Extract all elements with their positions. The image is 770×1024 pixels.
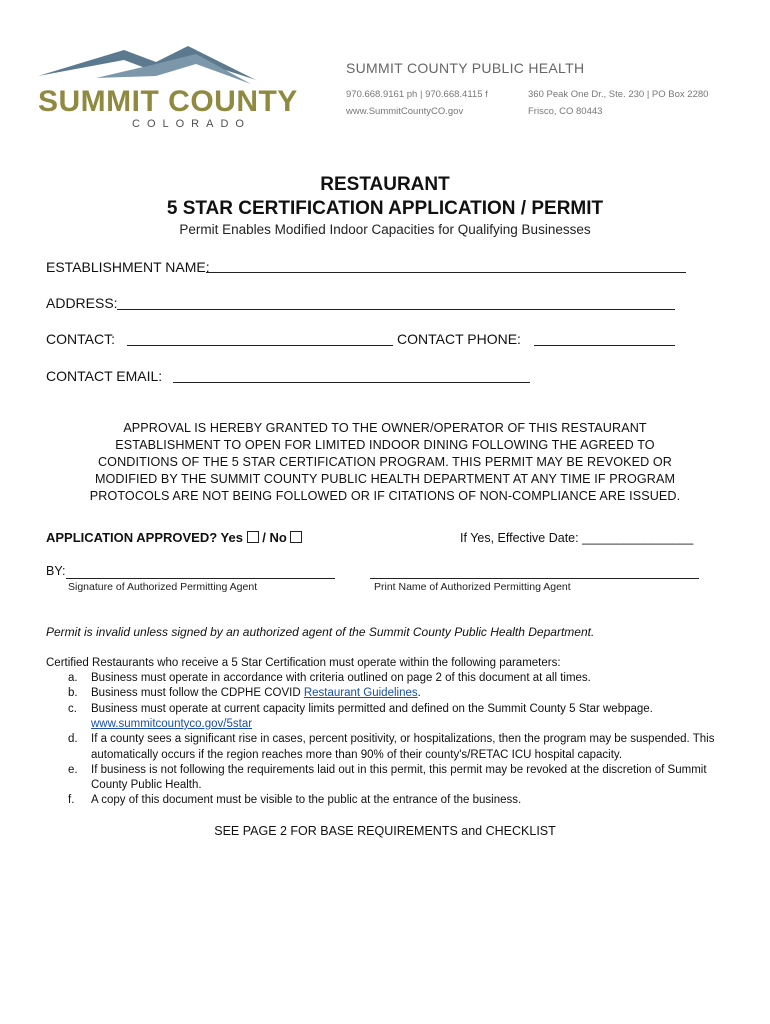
address-label: ADDRESS: bbox=[46, 295, 118, 311]
signature-label: Signature of Authorized Permitting Agent bbox=[68, 581, 258, 593]
by-label: BY: bbox=[46, 564, 66, 578]
param-b-after: . bbox=[417, 687, 421, 700]
doc-title-line-1: RESTAURANT bbox=[320, 174, 450, 195]
logo-sub: COLORADO bbox=[132, 118, 251, 130]
param-e-text-2: County Public Health. bbox=[91, 779, 202, 792]
param-b bbox=[91, 686, 731, 701]
org-name: SUMMIT COUNTY PUBLIC HEALTH bbox=[346, 60, 585, 76]
approval-notice bbox=[40, 420, 730, 505]
param-e-text: If business is not following the requirements laid out in this permit, this permit may be revoked at the discretion of Summit bbox=[91, 763, 707, 776]
contact-phone-label: CONTACT PHONE: bbox=[397, 331, 521, 347]
notice-line: CONDITIONS OF THE 5 STAR CERTIFICATION PROGRAM. THIS PERMIT MAY BE REVOKED OR bbox=[97, 455, 673, 469]
param-c-link-row bbox=[91, 717, 731, 732]
param-f-letter: f. bbox=[68, 794, 75, 807]
establishment-name-label: ESTABLISHMENT NAME: bbox=[46, 259, 210, 275]
address-line-1: 360 Peak One Dr., Ste. 230 | PO Box 2280 bbox=[528, 89, 709, 100]
phone-fax: 970.668.9161 ph | 970.668.4115 f bbox=[346, 89, 488, 100]
print-name-label: Print Name of Authorized Permitting Agent bbox=[374, 581, 571, 593]
param-a-letter: a. bbox=[68, 672, 78, 684]
restaurant-guidelines-link[interactable]: Restaurant Guidelines bbox=[303, 687, 418, 700]
address-line[interactable] bbox=[117, 309, 675, 310]
approval-no-label: / No bbox=[262, 530, 287, 545]
contact-line[interactable] bbox=[127, 345, 393, 346]
website: www.SummitCountyCO.gov bbox=[346, 106, 464, 117]
establishment-name-line[interactable] bbox=[206, 272, 686, 273]
param-a-text: Business must operate in accordance with criteria outlined on page 2 of this document at all times. bbox=[91, 672, 591, 684]
effective-date-field[interactable]: If Yes, Effective Date: ________________ bbox=[460, 531, 694, 545]
notice-line: PROTOCOLS ARE NOT BEING FOLLOWED OR IF CITATIONS OF NON-COMPLIANCE ARE ISSUED. bbox=[89, 489, 681, 503]
param-e-letter: e. bbox=[68, 763, 78, 776]
doc-subtitle: Permit Enables Modified Indoor Capacities for Qualifying Businesses bbox=[179, 222, 591, 237]
notice-line: ESTABLISHMENT TO OPEN FOR LIMITED INDOOR DINING FOLLOWING THE AGREED TO bbox=[115, 438, 655, 452]
signature-line[interactable] bbox=[66, 578, 335, 579]
print-name-line[interactable] bbox=[370, 578, 699, 579]
notice-line: MODIFIED BY THE SUMMIT COUNTY PUBLIC HEALTH DEPARTMENT AT ANY TIME IF PROGRAM bbox=[94, 472, 676, 486]
contact-email-label: CONTACT EMAIL: bbox=[46, 368, 163, 384]
notice-line: APPROVAL IS HEREBY GRANTED TO THE OWNER/OPERATOR OF THIS RESTAURANT bbox=[123, 421, 647, 435]
no-checkbox[interactable] bbox=[290, 531, 302, 543]
yes-checkbox[interactable] bbox=[247, 531, 259, 543]
params-intro: Certified Restaurants who receive a 5 Star Certification must operate within the following parameters: bbox=[46, 657, 561, 669]
param-c-text: Business must operate at current capacity limits permitted and defined on the Summit County 5 Star webpage. bbox=[91, 702, 653, 715]
logo-name: SUMMIT COUNTY bbox=[38, 85, 298, 118]
approval-question bbox=[46, 530, 302, 545]
param-b-letter: b. bbox=[68, 687, 78, 700]
param-d-text-2: automatically occurs if the region reaches more than 90% of their county's/RETAC ICU hospital capacity. bbox=[91, 748, 623, 761]
contact-label: CONTACT: bbox=[46, 331, 115, 347]
param-b-text: Business must follow the CDPHE COVID bbox=[91, 687, 304, 700]
params-list bbox=[0, 671, 770, 821]
approval-yes-label: APPLICATION APPROVED? Yes bbox=[46, 530, 243, 545]
param-d-text: If a county sees a significant rise in cases, percent positivity, or hospitalizations, then the program may be suspended. This bbox=[91, 733, 715, 746]
doc-title-line-2: 5 STAR CERTIFICATION APPLICATION / PERMIT bbox=[166, 198, 604, 219]
param-d-letter: d. bbox=[68, 733, 78, 746]
invalid-note: Permit is invalid unless signed by an authorized agent of the Summit County Public Health Department. bbox=[46, 625, 595, 639]
five-star-webpage-link[interactable]: www.summitcountyco.gov/5star bbox=[91, 717, 253, 730]
param-c-letter: c. bbox=[68, 702, 77, 715]
contact-phone-line[interactable] bbox=[534, 345, 675, 346]
param-f-text: A copy of this document must be visible to the public at the entrance of the business. bbox=[91, 794, 522, 807]
contact-email-line[interactable] bbox=[173, 382, 530, 383]
address-line-2: Frisco, CO 80443 bbox=[528, 106, 603, 117]
see-page-2-note: SEE PAGE 2 FOR BASE REQUIREMENTS and CHECKLIST bbox=[214, 824, 556, 838]
